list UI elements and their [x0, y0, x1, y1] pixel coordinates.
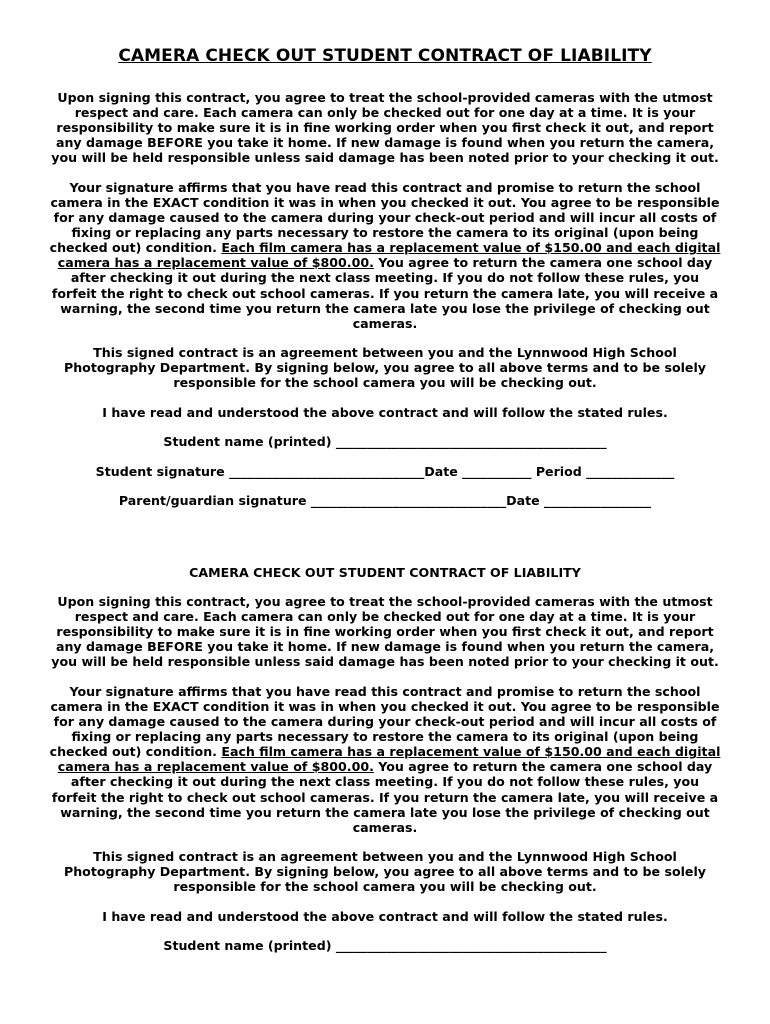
parent-signature-line[interactable]: Parent/guardian signature _______________________________Date _________________ — [118, 493, 652, 509]
paragraph-agreement: This signed contract is an agreement between you and the Lynnwood High School Photography Department. By signing below, you agree to all above terms and to be solely responsible for the school camera you will be checking out. — [63, 345, 706, 391]
contract-copy-1 — [48, 90, 722, 508]
replacement-value-text: Each film camera has a replacement value of $150.00 and each digital camera has a replacement value of $800.00. — [57, 744, 721, 775]
contract-copy-2 — [48, 565, 722, 953]
replacement-value-text: Each film camera has a replacement value of $150.00 and each digital camera has a replacement value of $800.00. — [57, 240, 721, 271]
paragraph-signature-affirmation — [48, 180, 722, 331]
paragraph-terms: Upon signing this contract, you agree to treat the school-provided cameras with the utmost respect and care. Each camera can only be checked out for one day at a time. It is your responsibility to make sure it is in fine working order when you first check it out, and report any damage BEFORE you take it home. If new damage is found when you return the camera, you will be held responsible unless said damage has been noted prior to your checking it out. — [51, 90, 719, 166]
paragraph-affirmation-start: Your signature affirms that you have read this contract and promise to return the school camera in the EXACT condition it was in when you checked it out. You agree to be responsible for any damage caused to the camera during your check-out period and will incur all costs of fixing or replacing any parts necessary to restore the camera to its original (upon being checked out) condition. — [49, 683, 720, 760]
student-name-line[interactable]: Student name (printed) ___________________________________________ — [163, 434, 607, 450]
student-name-line[interactable]: Student name (printed) ___________________________________________ — [163, 938, 607, 954]
paragraph-affirmation-end: You agree to return the camera one school day after checking it out during the next class meeting. If you do not follow these rules, you forfeit the right to check out school cameras. If you return the camera late, you will receive a warning, the second time you return the camera late you lose the privilege of checking out cameras. — [51, 759, 719, 835]
student-signature-line[interactable]: Student signature _______________________________Date ___________ Period ______________ — [95, 463, 675, 479]
paragraph-acknowledgement: I have read and understood the above contract and will follow the stated rules. — [102, 404, 668, 420]
paragraph-agreement: This signed contract is an agreement between you and the Lynnwood High School Photography Department. By signing below, you agree to all above terms and to be solely responsible for the school camera you will be checking out. — [63, 849, 706, 895]
paragraph-affirmation-end: You agree to return the camera one school day after checking it out during the next class meeting. If you do not follow these rules, you forfeit the right to check out school cameras. If you return the camera late, you will receive a warning, the second time you return the camera late you lose the privilege of checking out cameras. — [51, 255, 719, 331]
paragraph-signature-affirmation — [48, 684, 722, 835]
paragraph-affirmation-start: Your signature affirms that you have read this contract and promise to return the school camera in the EXACT condition it was in when you checked it out. You agree to be responsible for any damage caused to the camera during your check-out period and will incur all costs of fixing or replacing any parts necessary to restore the camera to its original (upon being checked out) condition. — [49, 179, 720, 256]
paragraph-terms: Upon signing this contract, you agree to treat the school-provided cameras with the utmost respect and care. Each camera can only be checked out for one day at a time. It is your responsibility to make sure it is in fine working order when you first check it out, and report any damage BEFORE you take it home. If new damage is found when you return the camera, you will be held responsible unless said damage has been noted prior to your checking it out. — [51, 594, 719, 670]
contract-title: CAMERA CHECK OUT STUDENT CONTRACT OF LIABILITY — [118, 46, 652, 66]
paragraph-acknowledgement: I have read and understood the above contract and will follow the stated rules. — [102, 908, 668, 924]
contract-subtitle: CAMERA CHECK OUT STUDENT CONTRACT OF LIABILITY — [189, 565, 581, 580]
